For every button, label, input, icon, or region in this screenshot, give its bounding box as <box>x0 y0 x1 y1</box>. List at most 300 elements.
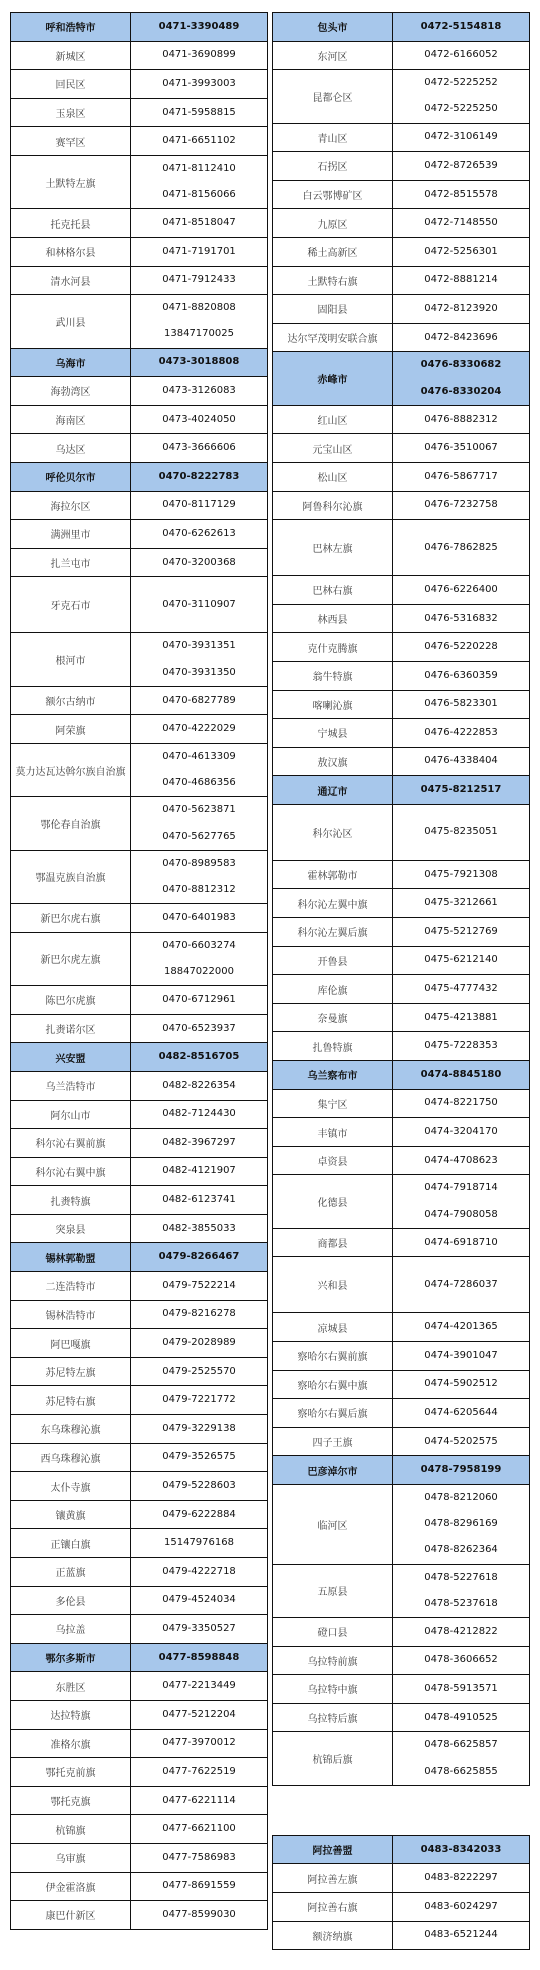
phone-cell <box>131 1700 268 1729</box>
phone-cell <box>131 1243 268 1272</box>
district-row <box>11 405 268 434</box>
phone-number: 0472-5154818 <box>420 20 502 32</box>
phone-cell <box>131 1672 268 1701</box>
district-row <box>11 1529 268 1558</box>
district-name: 达尔罕茂明安联合旗 <box>273 323 393 352</box>
city-header-row <box>11 1043 268 1072</box>
phone-number: 0474-3901047 <box>424 1349 498 1361</box>
district-row <box>11 1672 268 1701</box>
district-name: 乌达区 <box>11 434 131 463</box>
phone-number: 0479-3229138 <box>162 1422 236 1434</box>
district-row <box>273 1564 530 1617</box>
district-row <box>273 946 530 975</box>
phone-cell <box>393 266 530 295</box>
city-name: 锡林郭勒盟 <box>11 1243 131 1272</box>
contact-table <box>272 1835 530 1950</box>
district-row <box>273 123 530 152</box>
district-name: 青山区 <box>273 123 393 152</box>
district-name: 鄂托克前旗 <box>11 1758 131 1787</box>
city-name: 包头市 <box>273 13 393 42</box>
phone-number: 0470-6603274 <box>162 939 236 951</box>
phone-number: 0483-8342033 <box>420 1843 502 1855</box>
district-row <box>11 98 268 127</box>
phone-cell <box>393 975 530 1004</box>
phone-cell <box>131 1186 268 1215</box>
district-row <box>11 1786 268 1815</box>
district-name: 巴林左旗 <box>273 520 393 576</box>
district-row <box>11 1558 268 1587</box>
phone-number: 15147976168 <box>164 1537 234 1549</box>
district-row <box>273 1617 530 1646</box>
district-name: 扎赉特旗 <box>11 1186 131 1215</box>
district-name: 玉泉区 <box>11 98 131 127</box>
district-row <box>11 237 268 266</box>
city-header-row <box>11 13 268 42</box>
phone-cell <box>131 577 268 633</box>
phone-cell <box>393 860 530 889</box>
district-name: 鄂温克族自治旗 <box>11 850 131 903</box>
district-row <box>11 743 268 796</box>
city-header-row <box>11 348 268 377</box>
phone-number: 0478-5913571 <box>424 1682 498 1694</box>
district-row <box>273 41 530 70</box>
district-row <box>273 1118 530 1147</box>
district-name: 突泉县 <box>11 1214 131 1243</box>
district-row <box>273 1703 530 1732</box>
phone-cell <box>393 237 530 266</box>
phone-number: 0478-6625857 <box>424 1739 498 1751</box>
district-row <box>11 932 268 985</box>
district-name: 察哈尔右翼前旗 <box>273 1342 393 1371</box>
phone-number: 0474-7918714 <box>424 1182 498 1194</box>
phone-cell <box>131 686 268 715</box>
phone-cell <box>131 1329 268 1358</box>
district-row <box>11 1615 268 1644</box>
phone-cell <box>393 1118 530 1147</box>
city-name: 巴彦淖尔市 <box>273 1456 393 1485</box>
district-row <box>273 1146 530 1175</box>
district-row <box>11 1872 268 1901</box>
contact-table <box>10 12 268 1930</box>
district-row <box>273 237 530 266</box>
phone-number: 0470-8222783 <box>158 470 240 482</box>
phone-cell <box>131 1014 268 1043</box>
district-name: 临河区 <box>273 1484 393 1564</box>
district-row <box>273 520 530 576</box>
phone-number: 0470-3200368 <box>162 556 236 568</box>
city-header-row <box>273 352 530 405</box>
district-name: 乌兰浩特市 <box>11 1071 131 1100</box>
district-name: 扎赉诺尔区 <box>11 1014 131 1043</box>
phone-cell <box>393 434 530 463</box>
phone-number: 0479-5228603 <box>162 1480 236 1492</box>
district-name: 科尔沁区 <box>273 804 393 860</box>
district-row <box>11 1129 268 1158</box>
phone-number: 0473-3126083 <box>162 384 236 396</box>
district-row <box>11 1729 268 1758</box>
phone-number: 0479-4222718 <box>162 1565 236 1577</box>
district-row <box>273 323 530 352</box>
phone-number: 0482-3967297 <box>162 1136 236 1148</box>
phone-cell <box>393 1921 530 1950</box>
phone-cell <box>393 1456 530 1485</box>
district-name: 凉城县 <box>273 1313 393 1342</box>
phone-cell <box>393 719 530 748</box>
phone-cell <box>131 405 268 434</box>
phone-number: 0470-4613309 <box>162 750 236 762</box>
district-name: 翁牛特旗 <box>273 661 393 690</box>
district-name: 宁城县 <box>273 719 393 748</box>
left-column <box>10 12 268 1930</box>
phone-cell <box>131 491 268 520</box>
district-row <box>11 1014 268 1043</box>
phone-number: 0482-4121907 <box>162 1165 236 1177</box>
phone-cell <box>393 1617 530 1646</box>
district-name: 集宁区 <box>273 1089 393 1118</box>
phone-cell <box>393 690 530 719</box>
district-row <box>273 1175 530 1228</box>
phone-cell <box>131 1472 268 1501</box>
district-name: 科尔沁右翼中旗 <box>11 1157 131 1186</box>
city-header-row <box>11 1643 268 1672</box>
district-row <box>273 1257 530 1313</box>
district-row <box>273 1646 530 1675</box>
phone-number: 0477-5212204 <box>162 1708 236 1720</box>
phone-number: 0470-8812312 <box>162 883 236 895</box>
phone-number: 0474-5902512 <box>424 1378 498 1390</box>
district-row <box>11 127 268 156</box>
phone-cell <box>131 520 268 549</box>
phone-cell <box>131 266 268 295</box>
city-header-row <box>273 1061 530 1090</box>
district-name: 多伦县 <box>11 1586 131 1615</box>
district-name: 清水河县 <box>11 266 131 295</box>
phone-cell <box>393 1564 530 1617</box>
phone-cell <box>393 918 530 947</box>
district-row <box>11 1186 268 1215</box>
district-name: 商都县 <box>273 1228 393 1257</box>
district-name: 康巴什新区 <box>11 1901 131 1930</box>
phone-cell <box>131 1843 268 1872</box>
phone-number: 0476-3510067 <box>424 442 498 454</box>
phone-cell <box>131 1043 268 1072</box>
phone-cell <box>131 1386 268 1415</box>
phone-number: 0470-6712961 <box>162 993 236 1005</box>
district-row <box>11 1758 268 1787</box>
phone-cell <box>393 1399 530 1428</box>
district-row <box>273 266 530 295</box>
phone-cell <box>393 491 530 520</box>
district-name: 武川县 <box>11 295 131 348</box>
district-row <box>11 1815 268 1844</box>
district-name: 准格尔旗 <box>11 1729 131 1758</box>
phone-number: 0479-8216278 <box>162 1308 236 1320</box>
district-name: 苏尼特右旗 <box>11 1386 131 1415</box>
district-name: 喀喇沁旗 <box>273 690 393 719</box>
phone-cell <box>131 1758 268 1787</box>
district-name: 阿拉善左旗 <box>273 1864 393 1893</box>
phone-number: 0477-7586983 <box>162 1851 236 1863</box>
phone-cell <box>393 804 530 860</box>
phone-number: 0471-7191701 <box>162 245 236 257</box>
district-row <box>273 1342 530 1371</box>
phone-cell <box>393 1892 530 1921</box>
phone-cell <box>393 13 530 42</box>
phone-cell <box>393 1370 530 1399</box>
phone-number: 0479-2028989 <box>162 1337 236 1349</box>
district-name: 扎兰屯市 <box>11 548 131 577</box>
phone-cell <box>131 41 268 70</box>
district-name: 科尔沁右翼前旗 <box>11 1129 131 1158</box>
phone-number: 0472-5225250 <box>424 103 498 115</box>
phone-number: 0477-6621100 <box>162 1823 236 1835</box>
phone-cell <box>131 1157 268 1186</box>
phone-number: 0470-3931350 <box>162 666 236 678</box>
district-name: 昆都仑区 <box>273 70 393 123</box>
city-name: 乌海市 <box>11 348 131 377</box>
phone-cell <box>131 743 268 796</box>
phone-number: 0473-4024050 <box>162 413 236 425</box>
right-column <box>272 12 530 1950</box>
district-row <box>11 1586 268 1615</box>
district-name: 二连浩特市 <box>11 1272 131 1301</box>
phone-number: 0472-8515578 <box>424 188 498 200</box>
district-name: 红山区 <box>273 405 393 434</box>
phone-cell <box>393 1675 530 1704</box>
district-name: 乌拉特后旗 <box>273 1703 393 1732</box>
city-name: 兴安盟 <box>11 1043 131 1072</box>
district-row <box>273 209 530 238</box>
district-name: 乌拉特中旗 <box>273 1675 393 1704</box>
phone-number: 0472-5225252 <box>424 77 498 89</box>
phone-number: 0472-5256301 <box>424 245 498 257</box>
phone-cell <box>393 1061 530 1090</box>
district-row <box>273 1399 530 1428</box>
district-name: 陈巴尔虎旗 <box>11 986 131 1015</box>
phone-number: 0477-6221114 <box>162 1794 236 1806</box>
phone-number: 0474-5202575 <box>424 1435 498 1447</box>
phone-number: 0474-4708623 <box>424 1154 498 1166</box>
phone-cell <box>131 1729 268 1758</box>
district-row <box>11 1700 268 1729</box>
district-row <box>273 70 530 123</box>
district-row <box>273 405 530 434</box>
phone-number: 0472-6166052 <box>424 49 498 61</box>
phone-cell <box>131 237 268 266</box>
district-name: 东河区 <box>273 41 393 70</box>
city-name: 阿拉善盟 <box>273 1835 393 1864</box>
phone-number: 0475-7228353 <box>424 1040 498 1052</box>
district-row <box>11 1901 268 1930</box>
phone-cell <box>393 152 530 181</box>
district-name: 土默特左旗 <box>11 155 131 208</box>
district-name: 乌拉盖 <box>11 1615 131 1644</box>
phone-number: 0472-8881214 <box>424 274 498 286</box>
phone-cell <box>393 1835 530 1864</box>
phone-number: 0476-5316832 <box>424 612 498 624</box>
phone-cell <box>393 1313 530 1342</box>
phone-cell <box>131 1615 268 1644</box>
district-row <box>11 155 268 208</box>
city-name: 呼伦贝尔市 <box>11 462 131 491</box>
district-name: 石拐区 <box>273 152 393 181</box>
district-row <box>273 1732 530 1785</box>
district-name: 杭锦旗 <box>11 1815 131 1844</box>
phone-number: 0475-4777432 <box>424 983 498 995</box>
phone-cell <box>393 520 530 576</box>
phone-cell <box>393 123 530 152</box>
phone-number: 0478-7958199 <box>420 1464 502 1476</box>
phone-number: 0472-7148550 <box>424 217 498 229</box>
district-name: 额济纳旗 <box>273 1921 393 1950</box>
phone-number: 0470-4686356 <box>162 777 236 789</box>
phone-cell <box>131 1129 268 1158</box>
phone-number: 0478-6625855 <box>424 1765 498 1777</box>
district-row <box>273 747 530 776</box>
district-name: 东胜区 <box>11 1672 131 1701</box>
phone-cell <box>131 348 268 377</box>
phone-cell <box>393 747 530 776</box>
district-name: 扎鲁特旗 <box>273 1032 393 1061</box>
phone-cell <box>131 155 268 208</box>
phone-number: 0475-3212661 <box>424 897 498 909</box>
district-name: 西乌珠穆沁旗 <box>11 1443 131 1472</box>
phone-number: 0470-3931351 <box>162 640 236 652</box>
district-name: 根河市 <box>11 633 131 686</box>
district-row <box>11 41 268 70</box>
phone-number: 0473-3018808 <box>158 356 240 368</box>
phone-number: 0479-3350527 <box>162 1622 236 1634</box>
phone-cell <box>393 889 530 918</box>
phone-cell <box>131 1357 268 1386</box>
district-name: 新巴尔虎左旗 <box>11 932 131 985</box>
city-header-row <box>273 13 530 42</box>
district-row <box>11 295 268 348</box>
phone-cell <box>131 13 268 42</box>
district-row <box>273 918 530 947</box>
phone-number: 0479-3526575 <box>162 1451 236 1463</box>
phone-cell <box>131 1272 268 1301</box>
phone-cell <box>393 1646 530 1675</box>
phone-number: 0475-6212140 <box>424 954 498 966</box>
phone-cell <box>393 209 530 238</box>
phone-number: 0479-4524034 <box>162 1594 236 1606</box>
phone-cell <box>393 180 530 209</box>
district-name: 阿尔山市 <box>11 1100 131 1129</box>
phone-number: 0478-8296169 <box>424 1518 498 1530</box>
phone-number: 0470-6827789 <box>162 694 236 706</box>
district-name: 乌拉特前旗 <box>273 1646 393 1675</box>
district-name: 阿鲁科尔沁旗 <box>273 491 393 520</box>
phone-number: 0478-4212822 <box>424 1625 498 1637</box>
district-row <box>11 1071 268 1100</box>
district-row <box>273 975 530 1004</box>
district-row <box>273 180 530 209</box>
district-row <box>11 377 268 406</box>
district-row <box>11 633 268 686</box>
phone-number: 0482-8516705 <box>158 1051 240 1063</box>
district-name: 回民区 <box>11 70 131 99</box>
district-name: 牙克石市 <box>11 577 131 633</box>
phone-cell <box>131 1558 268 1587</box>
phone-cell <box>131 1901 268 1930</box>
phone-cell <box>131 850 268 903</box>
district-name: 敖汉旗 <box>273 747 393 776</box>
phone-cell <box>393 1732 530 1785</box>
phone-cell <box>131 932 268 985</box>
phone-number: 0479-6222884 <box>162 1508 236 1520</box>
phone-cell <box>393 604 530 633</box>
city-header-row <box>273 776 530 805</box>
phone-number: 0470-5627765 <box>162 830 236 842</box>
phone-number: 0470-5623871 <box>162 804 236 816</box>
phone-cell <box>393 70 530 123</box>
district-name: 松山区 <box>273 462 393 491</box>
district-name: 察哈尔右翼中旗 <box>273 1370 393 1399</box>
district-row <box>273 491 530 520</box>
phone-cell <box>131 1815 268 1844</box>
phone-number: 0474-8845180 <box>420 1068 502 1080</box>
phone-number: 0476-7232758 <box>424 499 498 511</box>
district-name: 元宝山区 <box>273 434 393 463</box>
district-row <box>273 719 530 748</box>
district-row <box>273 633 530 662</box>
city-name: 赤峰市 <box>273 352 393 405</box>
district-name: 杭锦后旗 <box>273 1732 393 1785</box>
phone-number: 0478-3606652 <box>424 1654 498 1666</box>
district-row <box>11 548 268 577</box>
phone-number: 0478-8212060 <box>424 1491 498 1503</box>
district-row <box>11 1357 268 1386</box>
district-name: 鄂托克旗 <box>11 1786 131 1815</box>
phone-number: 0475-5212769 <box>424 925 498 937</box>
phone-number: 0470-6401983 <box>162 911 236 923</box>
city-name: 乌兰察布市 <box>273 1061 393 1090</box>
district-row <box>11 1157 268 1186</box>
phone-number: 0476-8882312 <box>424 413 498 425</box>
phone-cell <box>393 1175 530 1228</box>
district-row <box>11 1415 268 1444</box>
district-name: 达拉特旗 <box>11 1700 131 1729</box>
phone-number: 0476-4338404 <box>424 755 498 767</box>
phone-cell <box>131 209 268 238</box>
phone-number: 0479-2525570 <box>162 1365 236 1377</box>
district-row <box>11 1100 268 1129</box>
phone-number: 0478-5237618 <box>424 1597 498 1609</box>
phone-cell <box>393 462 530 491</box>
phone-number: 0470-3110907 <box>162 598 236 610</box>
district-name: 察哈尔右翼后旗 <box>273 1399 393 1428</box>
phone-number: 0473-3666606 <box>162 442 236 454</box>
phone-number: 0476-5823301 <box>424 698 498 710</box>
district-name: 兴和县 <box>273 1257 393 1313</box>
district-name: 阿拉善右旗 <box>273 1892 393 1921</box>
district-row <box>273 1089 530 1118</box>
district-name: 科尔沁左翼后旗 <box>273 918 393 947</box>
district-row <box>273 295 530 324</box>
phone-number: 0476-8330204 <box>420 385 502 397</box>
phone-number: 0474-7286037 <box>424 1278 498 1290</box>
phone-cell <box>131 797 268 850</box>
district-name: 苏尼特左旗 <box>11 1357 131 1386</box>
phone-number: 0483-6521244 <box>424 1929 498 1941</box>
district-name: 霍林郭勒市 <box>273 860 393 889</box>
district-name: 库伦旗 <box>273 975 393 1004</box>
district-name: 白云鄂博矿区 <box>273 180 393 209</box>
phone-cell <box>131 462 268 491</box>
phone-cell <box>131 127 268 156</box>
phone-number: 0471-8156066 <box>162 189 236 201</box>
